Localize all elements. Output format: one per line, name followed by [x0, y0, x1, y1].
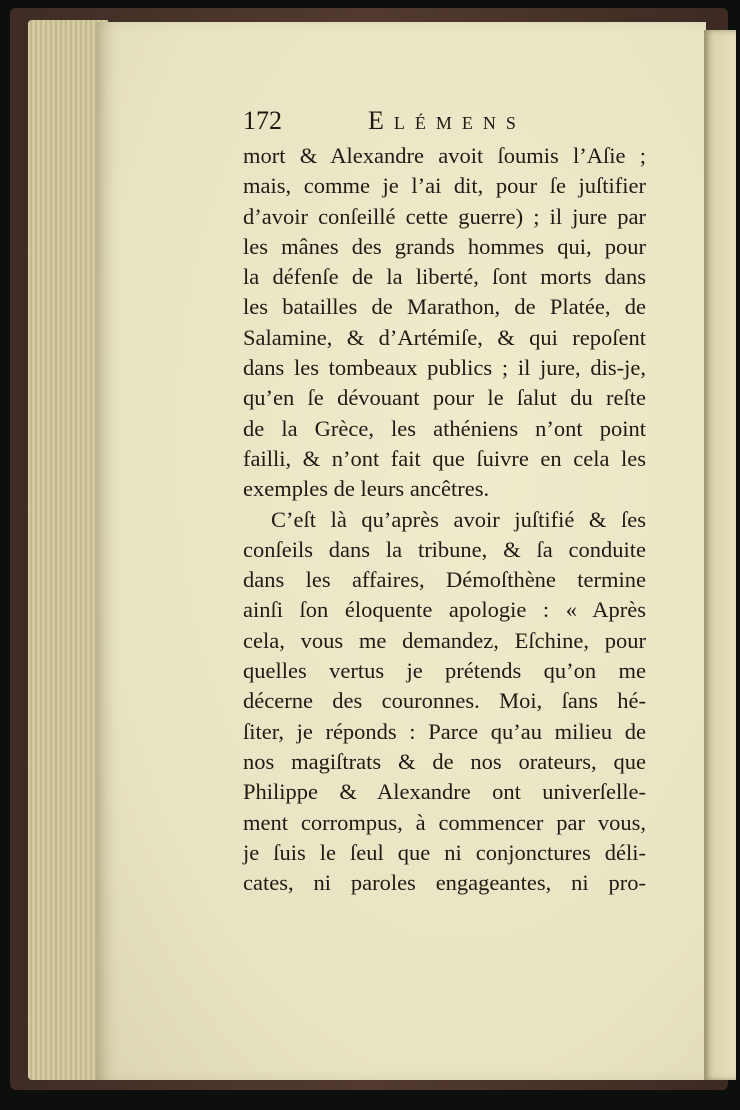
text-line: ainſi ſon éloquente apologie : « Après — [243, 597, 646, 623]
text-line: la défenſe de la liberté, ſont morts dans — [243, 264, 646, 290]
text-line: exemples de leurs ancêtres. — [243, 476, 490, 502]
text-line: Philippe & Alexandre ont univerſelle- — [243, 779, 646, 805]
text-line: ment corrompus, à commencer par vous, — [243, 809, 646, 835]
text-line: qu’en ſe dévouant pour le ſalut du reſte — [243, 385, 646, 411]
text-line: nos magiſtrats & de nos orateurs, que — [243, 748, 646, 774]
text-line: conſeils dans la tribune, & ſa conduite — [243, 536, 646, 562]
text-line: C’eſt là qu’après avoir juſtifié & ſes — [271, 506, 646, 532]
text-line: mort & Alexandre avoit ſoumis l’Aſie ; — [243, 143, 646, 168]
text-line: ſiter, je réponds : Parce qu’au milieu de — [243, 718, 646, 744]
text-line: les batailles de Marathon, de Platée, de — [243, 294, 646, 320]
text-line: Salamine, & d’Artémiſe, & qui repoſent — [243, 324, 646, 350]
text-line: les mânes des grands hommes qui, pour — [243, 233, 646, 259]
text-line: je ſuis le ſeul que ni conjonctures déli- — [243, 839, 646, 865]
body-text — [243, 141, 646, 898]
text-line: quelles vertus je prétends qu’on me — [243, 658, 646, 684]
text-line: cela, vous me demandez, Eſchine, pour — [243, 627, 646, 653]
text-line: mais, comme je l’ai dit, pour ſe juſtifier — [243, 173, 646, 199]
text-line: décerne des couronnes. Moi, ſans hé- — [243, 688, 646, 714]
text-line: cates, ni paroles engageantes, ni pro- — [243, 870, 646, 896]
text-line: de la Grèce, les athéniens n’ont point — [243, 415, 646, 441]
text-line: dans les affaires, Démoſthène termine — [243, 567, 646, 593]
text-line: failli, & n’ont fait que ſuivre en cela les — [243, 445, 646, 471]
running-title: Elémens — [368, 106, 526, 135]
page-number: 172 — [243, 106, 282, 135]
text-line: dans les tombeaux publics ; il jure, dis-je, — [243, 355, 646, 381]
next-page-edge — [704, 30, 736, 1080]
text-line: d’avoir conſeillé cette guerre) ; il jure par — [243, 203, 646, 229]
page-header — [243, 106, 663, 140]
